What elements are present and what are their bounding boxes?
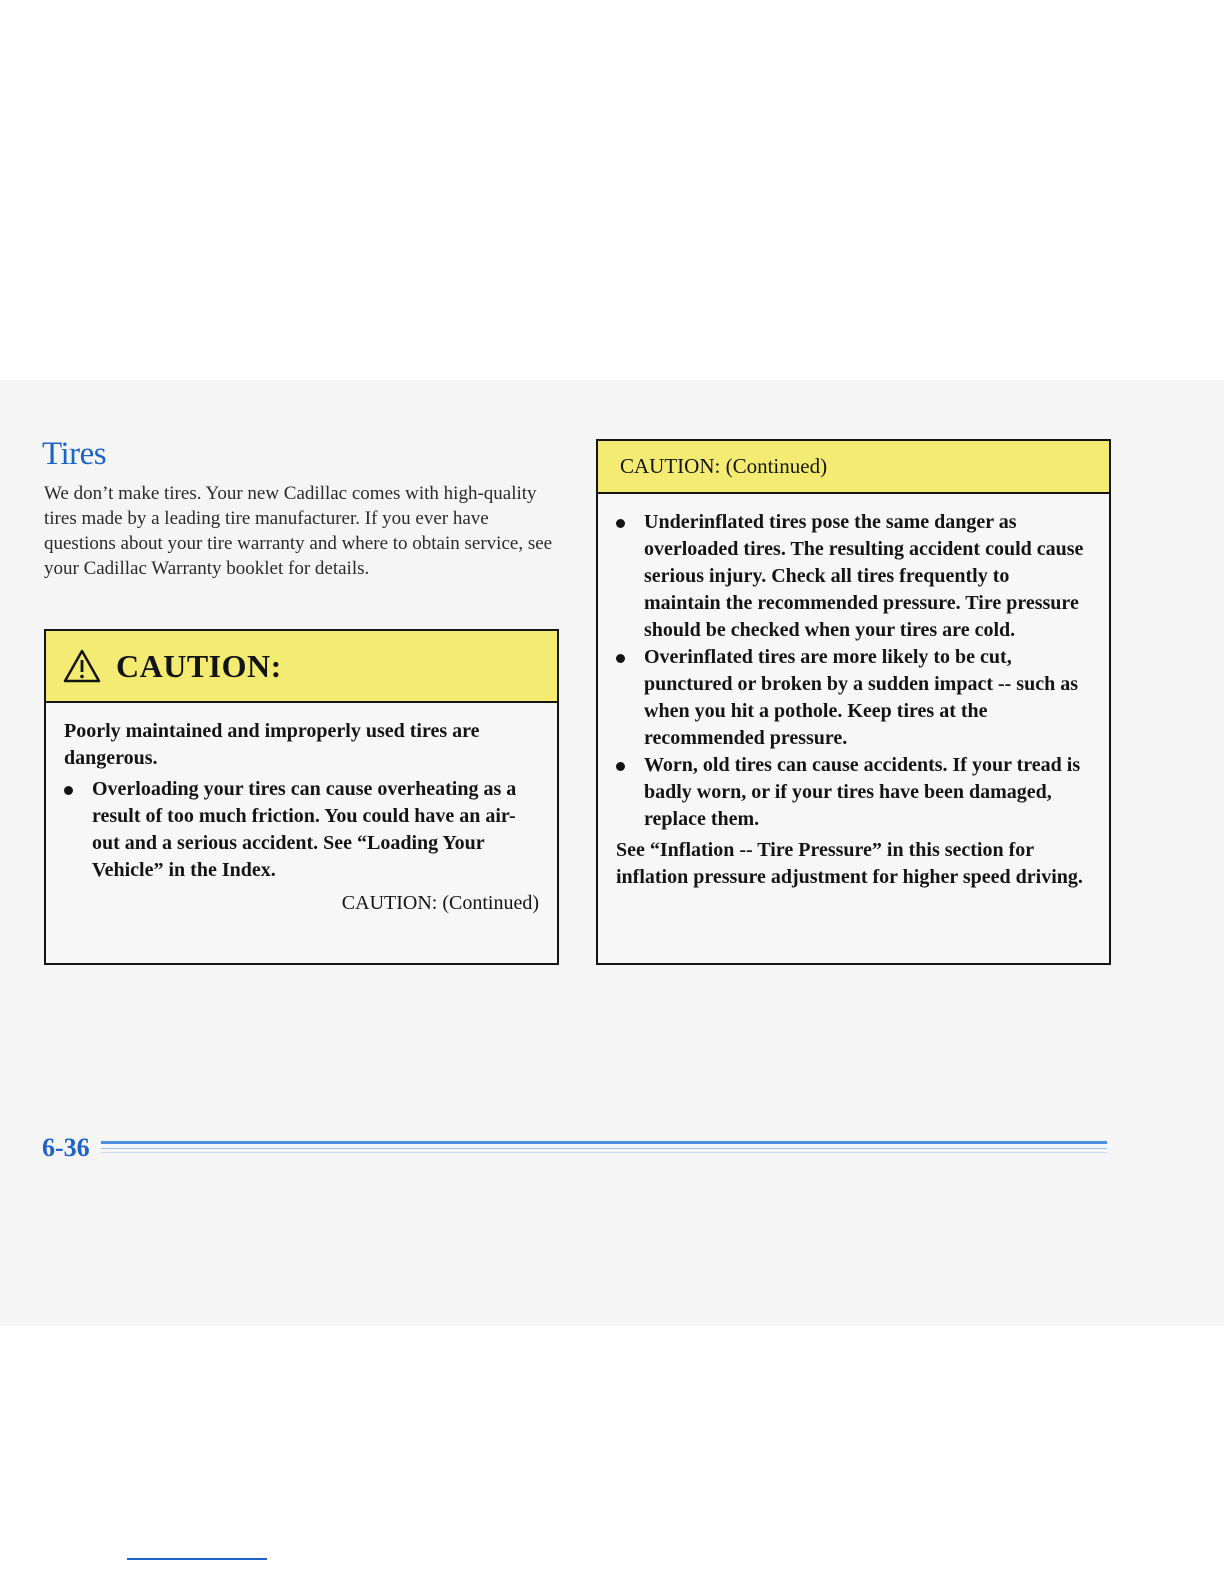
bullet-dot-icon: [64, 786, 73, 795]
caution-bullet: [616, 752, 1091, 833]
caution-bullet: [616, 644, 1091, 752]
bottom-mark: [127, 1558, 267, 1560]
caution-header-continued: [598, 441, 1109, 494]
bullet-dot-icon: [616, 519, 625, 528]
caution-continued-title: CAUTION: (Continued): [620, 454, 828, 478]
see-also-note: See “Inflation -- Tire Pressure” in this section for inflation pressure adjustment for higher speed driving.: [616, 839, 1083, 888]
caution-header: [46, 631, 557, 703]
warning-triangle-icon: [62, 648, 102, 684]
bullet-dot-icon: [616, 654, 625, 663]
footer-rule: [101, 1141, 1107, 1155]
caution-body: [46, 703, 557, 917]
bullet-dot-icon: [616, 762, 625, 771]
bullet-text: Overinflated tires are more likely to be cut, punctured or broken by a sudden impact -- such as when you hit a pothole. Keep tires at the recommended pressure.: [644, 646, 1078, 749]
caution-box-left: [44, 629, 559, 965]
bullet-text: Overloading your tires can cause overheating as a result of too much friction. You could have an air-out and a serious accident. See “Loading Your Vehicle” in the Index.: [92, 778, 517, 881]
caution-continued-label: CAUTION: (Continued): [341, 892, 539, 914]
intro-paragraph: We don’t make tires. Your new Cadillac comes with high-quality tires made by a leading tire manufacturer. If you ever have questions about your tire warranty and where to obtain service, see your Cadillac Warranty booklet for details.: [44, 483, 553, 579]
section-title: Tires: [42, 436, 107, 472]
page-number: 6-36: [42, 1133, 90, 1162]
caution-bullet: [64, 776, 539, 884]
caution-body: [598, 494, 1109, 891]
bullet-text: Worn, old tires can cause accidents. If your tread is badly worn, or if your tires have been damaged, replace them.: [644, 754, 1081, 830]
caution-bullet: [616, 509, 1091, 644]
caution-box-right: [596, 439, 1111, 965]
caution-lead: Poorly maintained and improperly used tires are dangerous.: [64, 720, 480, 769]
caution-bullet-list: [616, 509, 1091, 833]
caution-bullet-list: [64, 776, 539, 884]
caution-title: CAUTION:: [116, 647, 282, 684]
bullet-text: Underinflated tires pose the same danger as overloaded tires. The resulting accident could cause serious injury. Check all tires frequently to maintain the recommended pressure. Tire pressure should be checked when your tires are cold.: [644, 511, 1084, 641]
